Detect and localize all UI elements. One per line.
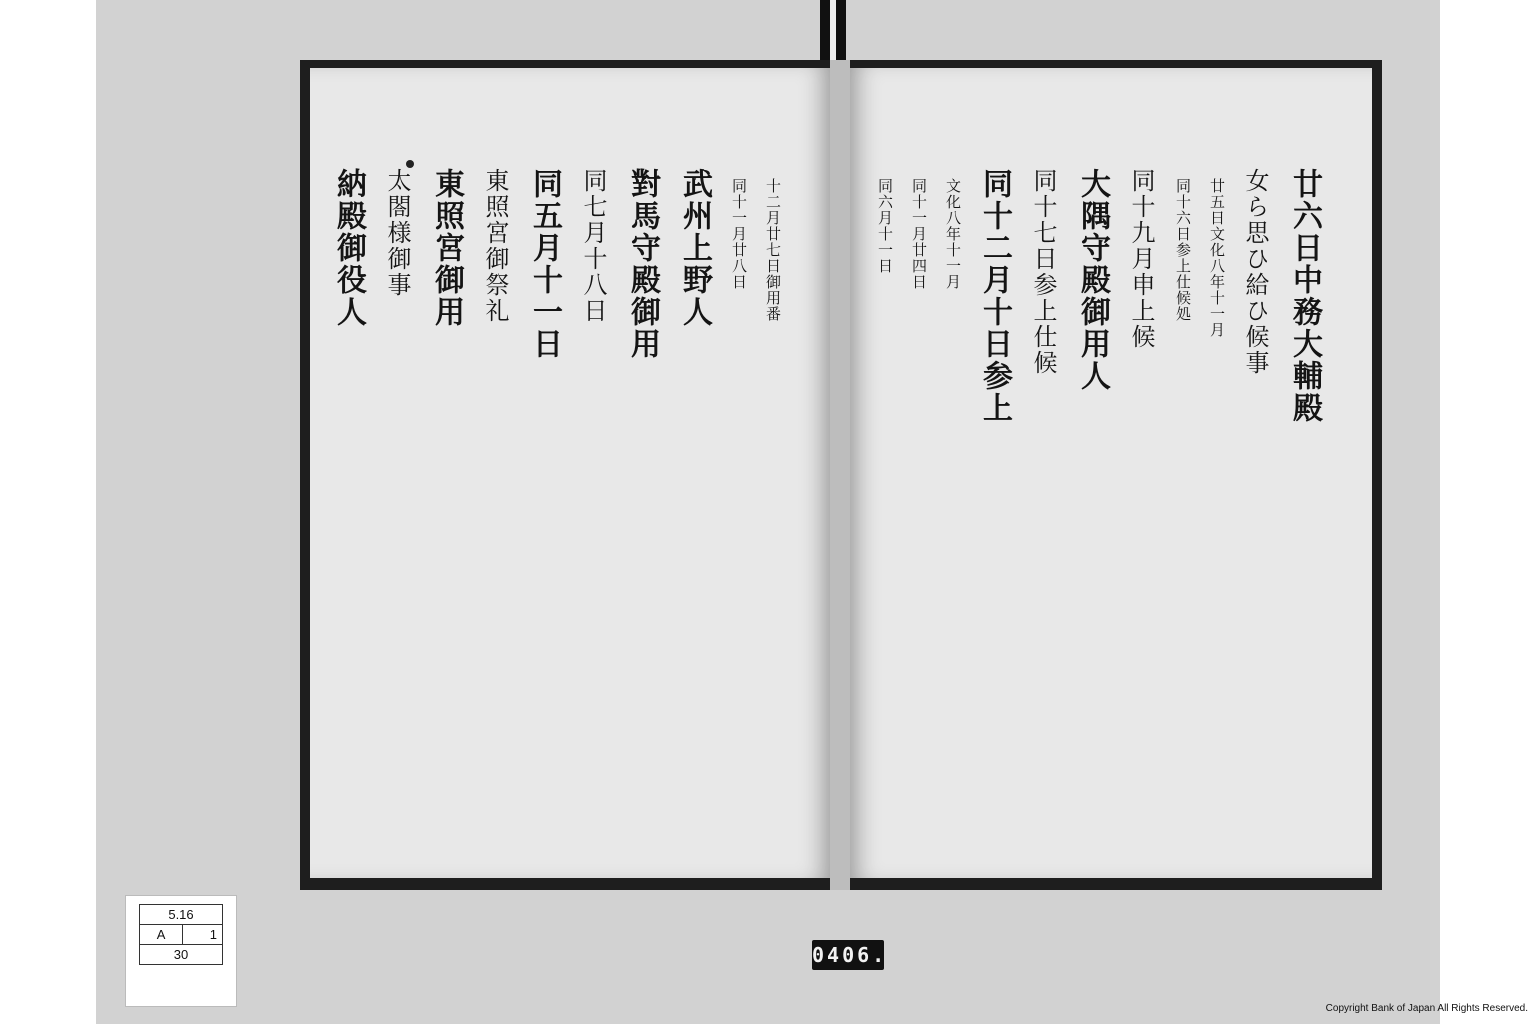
left-page-text-column: 同十一月廿八日: [730, 178, 748, 290]
right-page-text-column: 廿六日中務大輔殿: [1287, 168, 1322, 424]
right-page: [850, 68, 1372, 878]
right-page-text-column: 同十九月申上候: [1127, 168, 1155, 350]
left-page-text-column: 納殿御役人: [331, 168, 366, 328]
right-page-text-column: 同十七日参上仕候: [1029, 168, 1057, 376]
left-page-text-column: 東照宮御用: [429, 168, 464, 328]
right-page-text-column: 女ら思ひ給ひ候事: [1241, 168, 1269, 376]
left-page: [310, 68, 830, 878]
copyright-notice: Copyright Bank of Japan All Rights Reserved.: [1325, 1003, 1528, 1014]
left-page-text-column: 十二月廿七日御用番: [764, 178, 782, 322]
right-page-text-column: 同十六日参上仕候処: [1174, 178, 1192, 322]
frame-number: 0406.: [812, 940, 884, 970]
archive-label-row2-b: 1: [183, 925, 223, 945]
open-book: [300, 60, 1382, 890]
right-page-text-column: 廿五日文化八年十一月: [1208, 178, 1226, 338]
right-page-text-column: 同六月十一日: [876, 178, 894, 274]
left-page-text-column: 東照宮御祭礼: [481, 168, 509, 324]
left-page-text-column: 武州上野人: [677, 168, 712, 328]
archive-label-row1: 5.16: [140, 905, 223, 925]
left-page-text-column: 對馬守殿御用: [625, 168, 660, 360]
right-page-text-column: 文化八年十一月: [944, 178, 962, 290]
archive-label-row2-a: A: [140, 925, 183, 945]
right-page-text-column: 同十二月十日参上: [977, 168, 1012, 424]
left-page-text-column: 太閤様御事: [383, 168, 411, 298]
right-page-text-column: 大隅守殿御用人: [1075, 168, 1110, 392]
book-gutter: [830, 60, 850, 890]
left-page-text-column: 同五月十一日: [527, 168, 562, 360]
right-page-text-column: 同十一月廿四日: [910, 178, 928, 290]
archive-label-table: [139, 904, 223, 965]
left-page-text-column: 同七月十八日: [579, 168, 607, 324]
ink-spot: [406, 160, 414, 168]
archive-label: [125, 895, 237, 1007]
archive-label-row3: 30: [140, 945, 223, 965]
